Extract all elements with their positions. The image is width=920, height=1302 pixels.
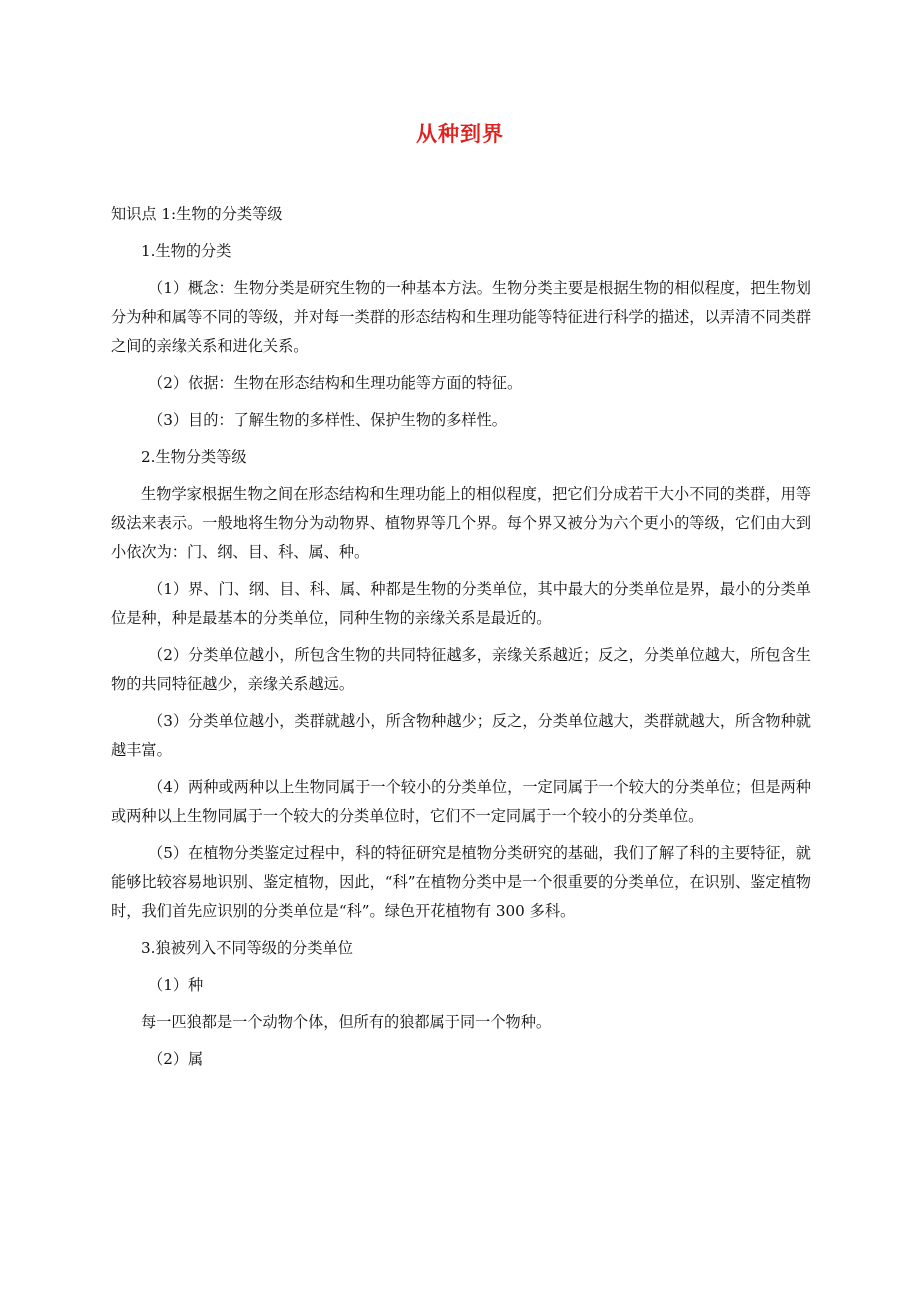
paragraph: （1）界、门、纲、目、科、属、种都是生物的分类单位，其中最大的分类单位是界，最小的分类单位是种，种是最基本的分类单位，同种生物的亲缘关系是最近的。	[111, 580, 811, 627]
paragraph: （3）目的：了解生物的多样性、保护生物的多样性。	[148, 411, 507, 429]
paragraph: （4）两种或两种以上生物同属于一个较小的分类单位，一定同属于一个较大的分类单位；但是两种或两种以上生物同属于一个较大的分类单位时，它们不一定同属于一个较小的分类单位。	[111, 778, 811, 825]
subsection-heading: 3.狼被列入不同等级的分类单位	[141, 939, 353, 957]
paragraph: 每一匹狼都是一个动物个体，但所有的狼都属于同一个物种。	[141, 1013, 552, 1031]
paragraph: 生物学家根据生物之间在形态结构和生理功能上的相似程度，把它们分成若干大小不同的类群，用等级法来表示。一般地将生物分为动物界、植物界等几个界。每个界又被分为六个更小的等级，它们由大到小依次为：门、纲、目、科、属、种。	[111, 485, 811, 561]
paragraph: （2）属	[148, 1050, 204, 1068]
paragraph: （2）分类单位越小，所包含生物的共同特征越多，亲缘关系越近；反之，分类单位越大，所包含生物的共同特征越少，亲缘关系越远。	[111, 646, 811, 693]
paragraph: （2）依据：生物在形态结构和生理功能等方面的特征。	[148, 374, 523, 392]
paragraph: （5）在植物分类鉴定过程中，科的特征研究是植物分类研究的基础，我们了解了科的主要特征，就能够比较容易地识别、鉴定植物，因此，“科”在植物分类中是一个很重要的分类单位，在识别、鉴定植物时，我们首先应识别的分类单位是“科”。绿色开花植物有 300 多科。	[111, 844, 811, 920]
section-heading: 知识点 1:生物的分类等级	[111, 205, 283, 223]
subsection-heading: 1.生物的分类	[141, 242, 232, 260]
document-body	[111, 200, 811, 1082]
paragraph: （3）分类单位越小，类群就越小，所含物种越少；反之，分类单位越大，类群就越大，所含物种就越丰富。	[111, 712, 811, 759]
paragraph: （1）概念：生物分类是研究生物的一种基本方法。生物分类主要是根据生物的相似程度，把生物划分为种和属等不同的等级，并对每一类群的形态结构和生理功能等特征进行科学的描述，以弄清不同类群之间的亲缘关系和进化关系。	[111, 279, 811, 355]
document-title: 从种到界	[416, 122, 504, 146]
paragraph: （1）种	[148, 976, 204, 994]
subsection-heading: 2.生物分类等级	[141, 448, 247, 466]
